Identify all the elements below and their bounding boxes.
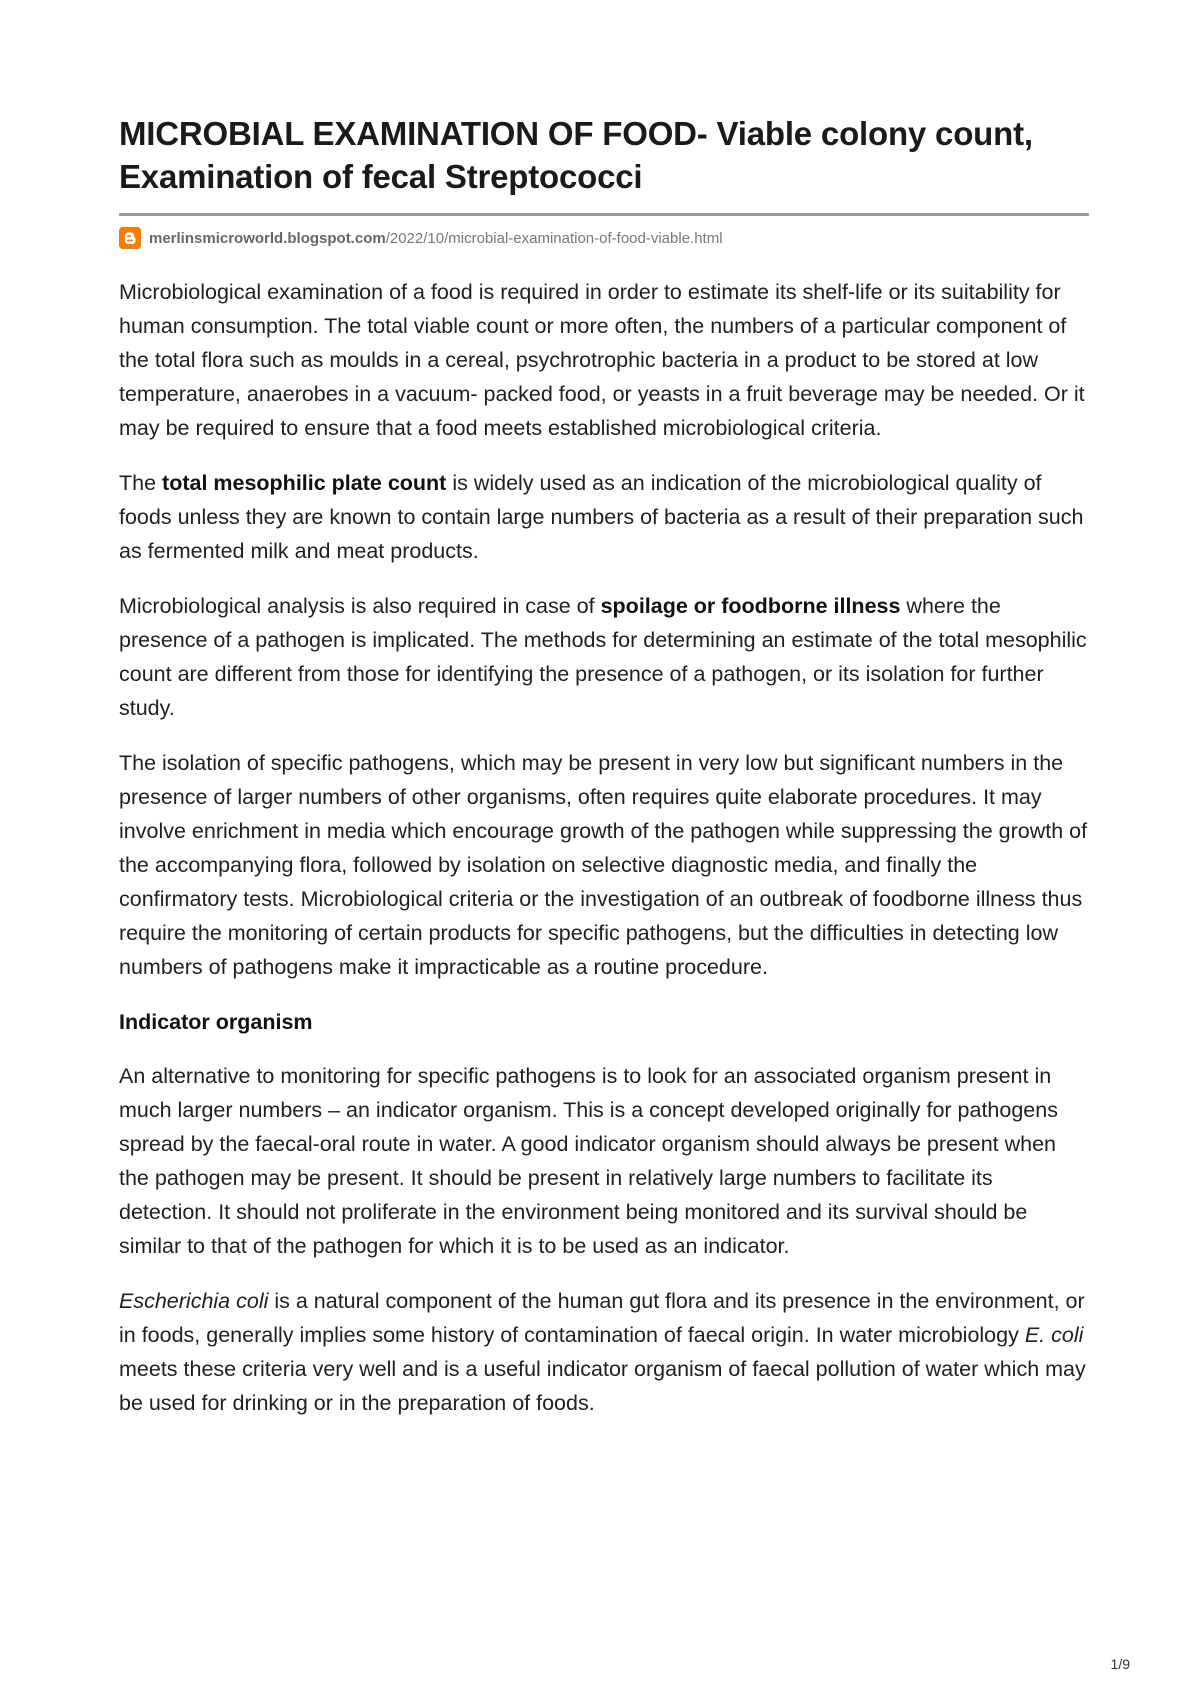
paragraph-6-text-a: is a natural component of the human gut flora and its presence in the environment, or in foods, generally implies some history of contamination of faecal origin. In water microbiology (119, 1289, 1085, 1347)
article-title: MICROBIAL EXAMINATION OF FOOD- Viable colony count, Examination of fecal Streptococci (119, 115, 1033, 195)
paragraph-3-text-b: where the presence of a pathogen is implicated. The methods for determining an estimate of the total mesophilic count are different from those for identifying the presence of a pathogen, or its isolation for further study. (119, 594, 1087, 720)
paragraph-2-text-a: The (119, 471, 163, 495)
paragraph-5: An alternative to monitoring for specific pathogens is to look for an associated organism present in much larger numbers – an indicator organism. This is a concept developed originally for pathogens spread by the faecal-oral route in water. A good indicator organism should always be present when the pathogen may be present. It should be present in relatively large numbers to facilitate its detection. It should not proliferate in the environment being monitored and its survival should be similar to that of the pathogen for which it is to be used as an indicator. (119, 1064, 1058, 1258)
paragraph-2-bold: total mesophilic plate count (162, 471, 447, 495)
paragraph-6 (119, 1284, 1089, 1420)
paragraph-4: The isolation of specific pathogens, which may be present in very low but significant numbers in the presence of larger numbers of other organisms, often requires quite elaborate procedures. It may involve enrichment in media which encourage growth of the pathogen while suppressing the growth of the accompanying flora, followed by isolation on selective diagnostic media, and finally the confirmatory tests. Microbiological criteria or the investigation of an outbreak of foodborne illness thus require the monitoring of certain products for specific pathogens, but the difficulties in detecting low numbers of pathogens make it impracticable as a routine procedure. (119, 751, 1088, 979)
article-body (119, 275, 1089, 1420)
source-domain: merlinsmicroworld.blogspot.com (149, 229, 386, 247)
paragraph-3-text-a: Microbiological analysis is also required in case of (119, 594, 601, 618)
title-divider (119, 213, 1089, 216)
paragraph-1: Microbiological examination of a food is required in order to estimate its shelf-life or its suitability for human consumption. The total viable count or more often, the numbers of a particular component of the total flora such as moulds in a cereal, psychrotrophic bacteria in a product to be stored at low temperature, anaerobes in a vacuum- packed food, or yeasts in a fruit beverage may be needed. Or it may be required to ensure that a food meets established microbiological criteria. (119, 280, 1085, 440)
page-number: 1/9 (1110, 1656, 1130, 1672)
paragraph-6-text-b: meets these criteria very well and is a useful indicator organism of faecal pollution of water which may be used for drinking or in the preparation of foods. (119, 1357, 1086, 1415)
paragraph-3-bold: spoilage or foodborne illness (600, 594, 901, 618)
source-path: /2022/10/microbial-examination-of-food-viable.html (385, 229, 723, 247)
paragraph-2 (119, 466, 1089, 568)
paragraph-6-italic-a: Escherichia coli (119, 1289, 269, 1313)
paragraph-6-italic-b: E. coli (1024, 1323, 1084, 1347)
source-line (119, 225, 1089, 251)
paragraph-2-text-b: is widely used as an indication of the microbiological quality of foods unless they are known to contain large numbers of bacteria as a result of their preparation such as fermented milk and meat products. (119, 471, 1084, 563)
blogger-icon (119, 227, 141, 249)
source-link[interactable] (149, 230, 723, 247)
document-page (119, 112, 1089, 1441)
section-heading: Indicator organism (119, 1010, 313, 1034)
paragraph-3 (119, 589, 1089, 725)
